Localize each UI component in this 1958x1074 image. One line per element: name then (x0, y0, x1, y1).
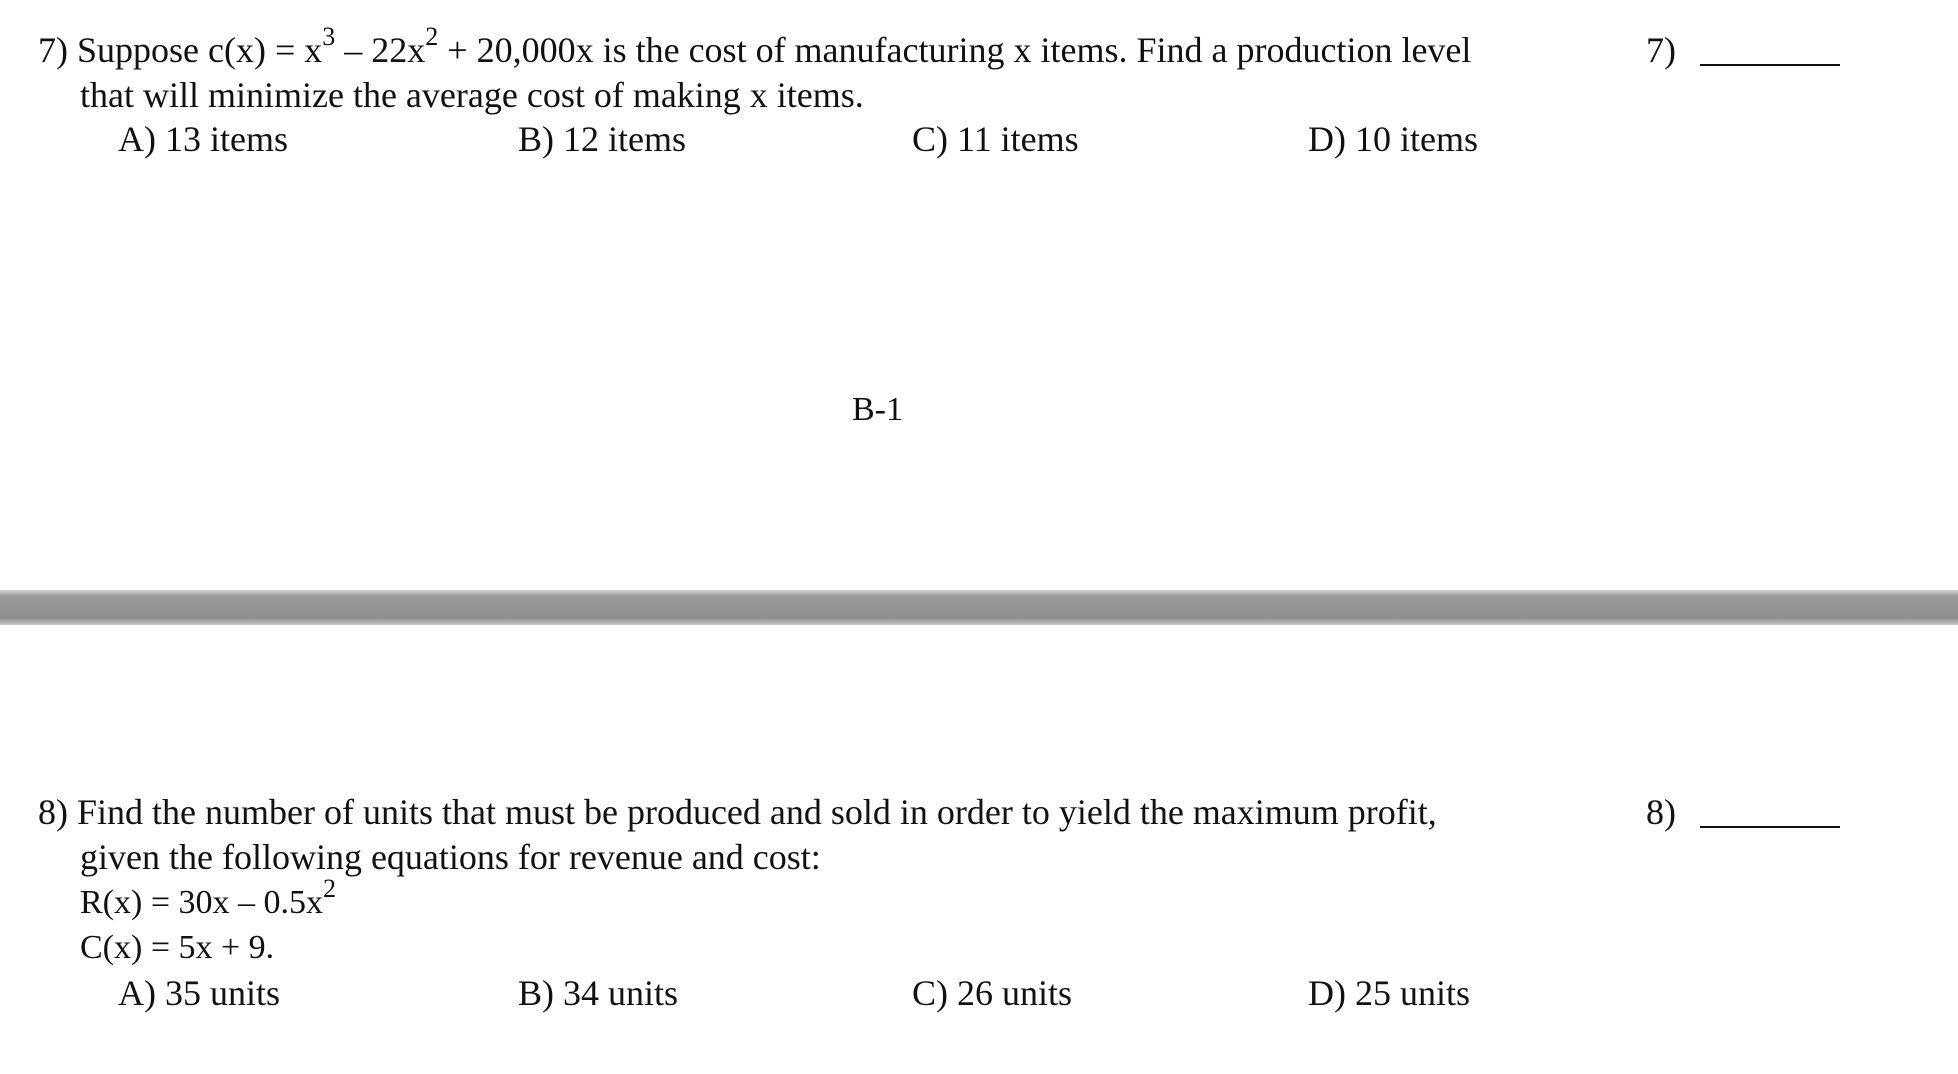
page-number-label: B-1 (852, 391, 903, 428)
q7-answer-blank[interactable] (1700, 64, 1840, 66)
q8-answer-blank[interactable] (1700, 826, 1840, 828)
q7-choice-c: C) 11 items (912, 119, 1079, 159)
q8-line-1 (38, 790, 1437, 834)
page-separator (0, 590, 1958, 625)
q8-choice-c: C) 26 units (912, 973, 1073, 1013)
q7-line-2: that will minimize the average cost of making x items. (80, 75, 864, 115)
q8-choice-b: B) 34 units (518, 973, 679, 1013)
q8-cost-equation: C(x) = 5x + 9. (80, 929, 275, 966)
q8-revenue-exponent: 2 (323, 873, 336, 903)
q8-revenue-text: R(x) = 30x – 0.5x (80, 884, 323, 921)
q7-exponent-2: 2 (425, 22, 439, 51)
page-bottom (0, 625, 1958, 1074)
q7-exponent-3: 3 (322, 22, 336, 51)
q8-text-line1: Find the number of units that must be produced and sold in order to yield the maximum profit, (77, 792, 1437, 832)
q7-text-prefix: Suppose c(x) = x (77, 30, 323, 70)
q7-text-mid2: + 20,000x is the cost of manufacturing x items. Find a production level (438, 30, 1472, 70)
q7-choice-b: B) 12 items (518, 119, 686, 159)
q7-text-mid1: – 22x (335, 30, 426, 70)
q8-revenue-equation (80, 873, 336, 925)
q7-choice-d: D) 10 items (1308, 119, 1478, 159)
q8-number: 8) (38, 792, 68, 832)
q7-line-1 (38, 22, 1472, 72)
q8-line-2: given the following equations for revenue and cost: (80, 837, 821, 877)
q8-choice-d: D) 25 units (1308, 973, 1470, 1013)
q7-number: 7) (38, 30, 68, 70)
q8-answer-label: 8) (1646, 792, 1676, 832)
q7-answer-label: 7) (1646, 30, 1676, 70)
q8-choice-a: A) 35 units (118, 973, 280, 1013)
q7-choice-a: A) 13 items (118, 119, 288, 159)
